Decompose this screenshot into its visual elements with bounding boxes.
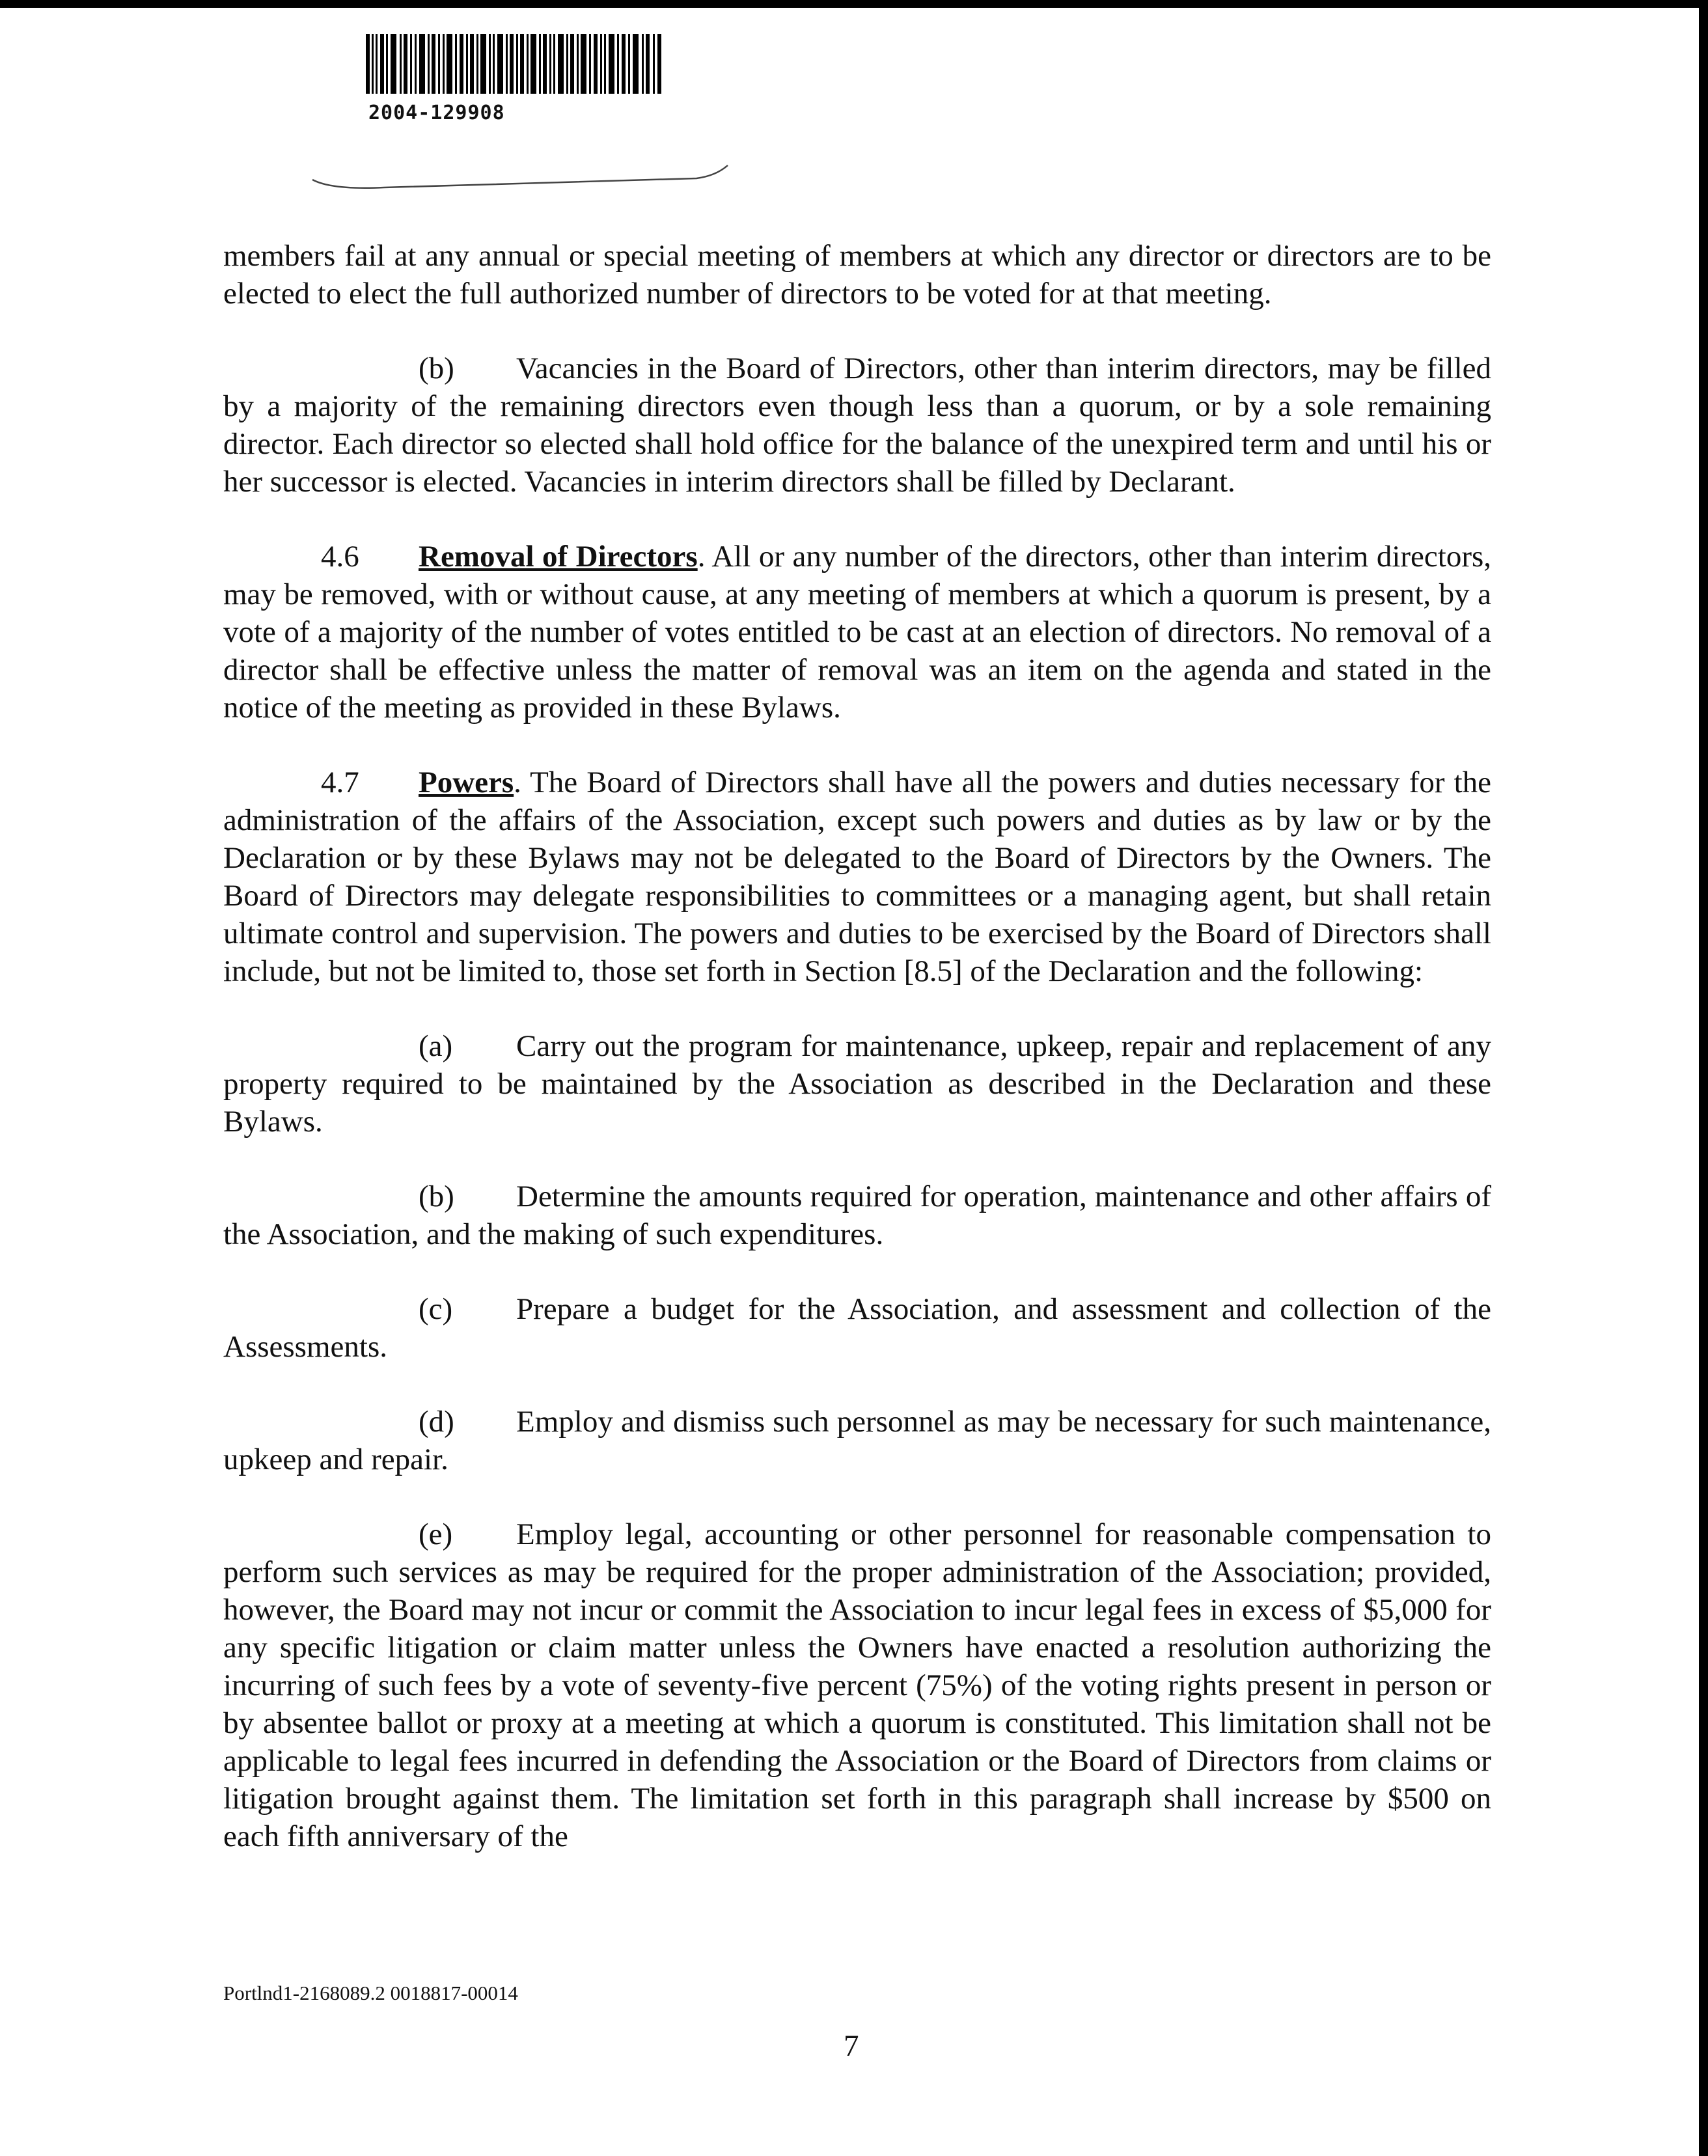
item-marker: (b) bbox=[419, 352, 454, 385]
section-4-6-removal-of-directors: 4.6 Removal of Directors. All or any number of the directors, other than interim directors, may be removed, with or without cause, at any meeting of members at which a quorum is present, by a vote of a majority of the number of votes entitled to be cast at an election of directors. No removal of a director shall be effective unless the matter of removal was an item on the agenda and stated in the notice of the meeting as provided in these Bylaws. bbox=[223, 538, 1491, 726]
section-number: 4.7 bbox=[321, 766, 359, 799]
paragraph-e-legal: (e) Employ legal, accounting or other personnel for reasonable compensation to perform such services as may be required for the proper administration of the Association; provided, however, the Board may not incur or commit the Association to incur legal fees in excess of $5,000 for any specific litigation or claim matter unless the Owners have enacted a resolution authorizing the incurring of such fees by a vote of seventy-five percent (75%) of the voting rights present in person or by absentee ballot or proxy at a meeting at which a quorum is constituted. This limitation shall not be applicable to legal fees incurred in defending the Association or the Board of Directors from claims or litigation brought against them. The limitation set forth in this paragraph shall increase by $500 on each fifth anniversary of the bbox=[223, 1515, 1491, 1855]
paragraph-b-amounts: (b) Determine the amounts required for operation, maintenance and other affairs of the Association, and the making of such expenditures. bbox=[223, 1178, 1491, 1253]
page-number: 7 bbox=[844, 2029, 859, 2063]
barcode-image bbox=[366, 34, 664, 94]
section-number: 4.6 bbox=[321, 540, 359, 574]
item-marker: (e) bbox=[419, 1517, 453, 1551]
scan-border-right bbox=[1699, 0, 1708, 2156]
section-4-7-powers: 4.7 Powers. The Board of Directors shall have all the powers and duties necessary for the administration of the affairs of the Association, except such powers and duties as by law or by the Declaration or by these Bylaws may not be delegated to the Board of Directors by the Owners. The Board of Directors may delegate responsibilities to committees or a managing agent, but shall retain ultimate control and supervision. The powers and duties to be exercised by the Board of Directors shall include, but not be limited to, those set forth in Section [8.5] of the Declaration and the following: bbox=[223, 764, 1491, 990]
paragraph-continuation: members fail at any annual or special meeting of members at which any director or directors are to be elected to elect the full authorized number of directors to be voted for at that meeting. bbox=[223, 239, 1491, 311]
item-marker: (b) bbox=[419, 1180, 454, 1213]
pen-stroke-mark bbox=[306, 156, 736, 195]
section-title: Removal of Directors bbox=[419, 540, 698, 574]
item-marker: (c) bbox=[419, 1292, 453, 1326]
section-title: Powers bbox=[419, 766, 514, 799]
paragraph-d-personnel: (d) Employ and dismiss such personnel as may be necessary for such maintenance, upkeep and repair. bbox=[223, 1403, 1491, 1478]
paragraph-a-maintenance: (a) Carry out the program for maintenance, upkeep, repair and replacement of any property required to be maintained by the Association as described in the Declaration and these Bylaws. bbox=[223, 1027, 1491, 1140]
paragraph-b-vacancies: (b) Vacancies in the Board of Directors, other than interim directors, may be filled by a majority of the remaining directors even though less than a quorum, or by a sole remaining director. Each director so elected shall hold office for the balance of the unexpired term and until his or her successor is elected. Vacancies in interim directors shall be filled by Declarant. bbox=[223, 350, 1491, 501]
document-reference: Portlnd1-2168089.2 0018817-00014 bbox=[223, 1982, 518, 2004]
item-marker: (a) bbox=[419, 1029, 453, 1063]
document-body bbox=[223, 237, 1491, 1855]
barcode-number: 2004-129908 bbox=[368, 102, 505, 124]
paragraph-c-budget: (c) Prepare a budget for the Association, and assessment and collection of the Assessments. bbox=[223, 1290, 1491, 1366]
scan-border-top bbox=[0, 0, 1708, 8]
item-marker: (d) bbox=[419, 1405, 454, 1439]
